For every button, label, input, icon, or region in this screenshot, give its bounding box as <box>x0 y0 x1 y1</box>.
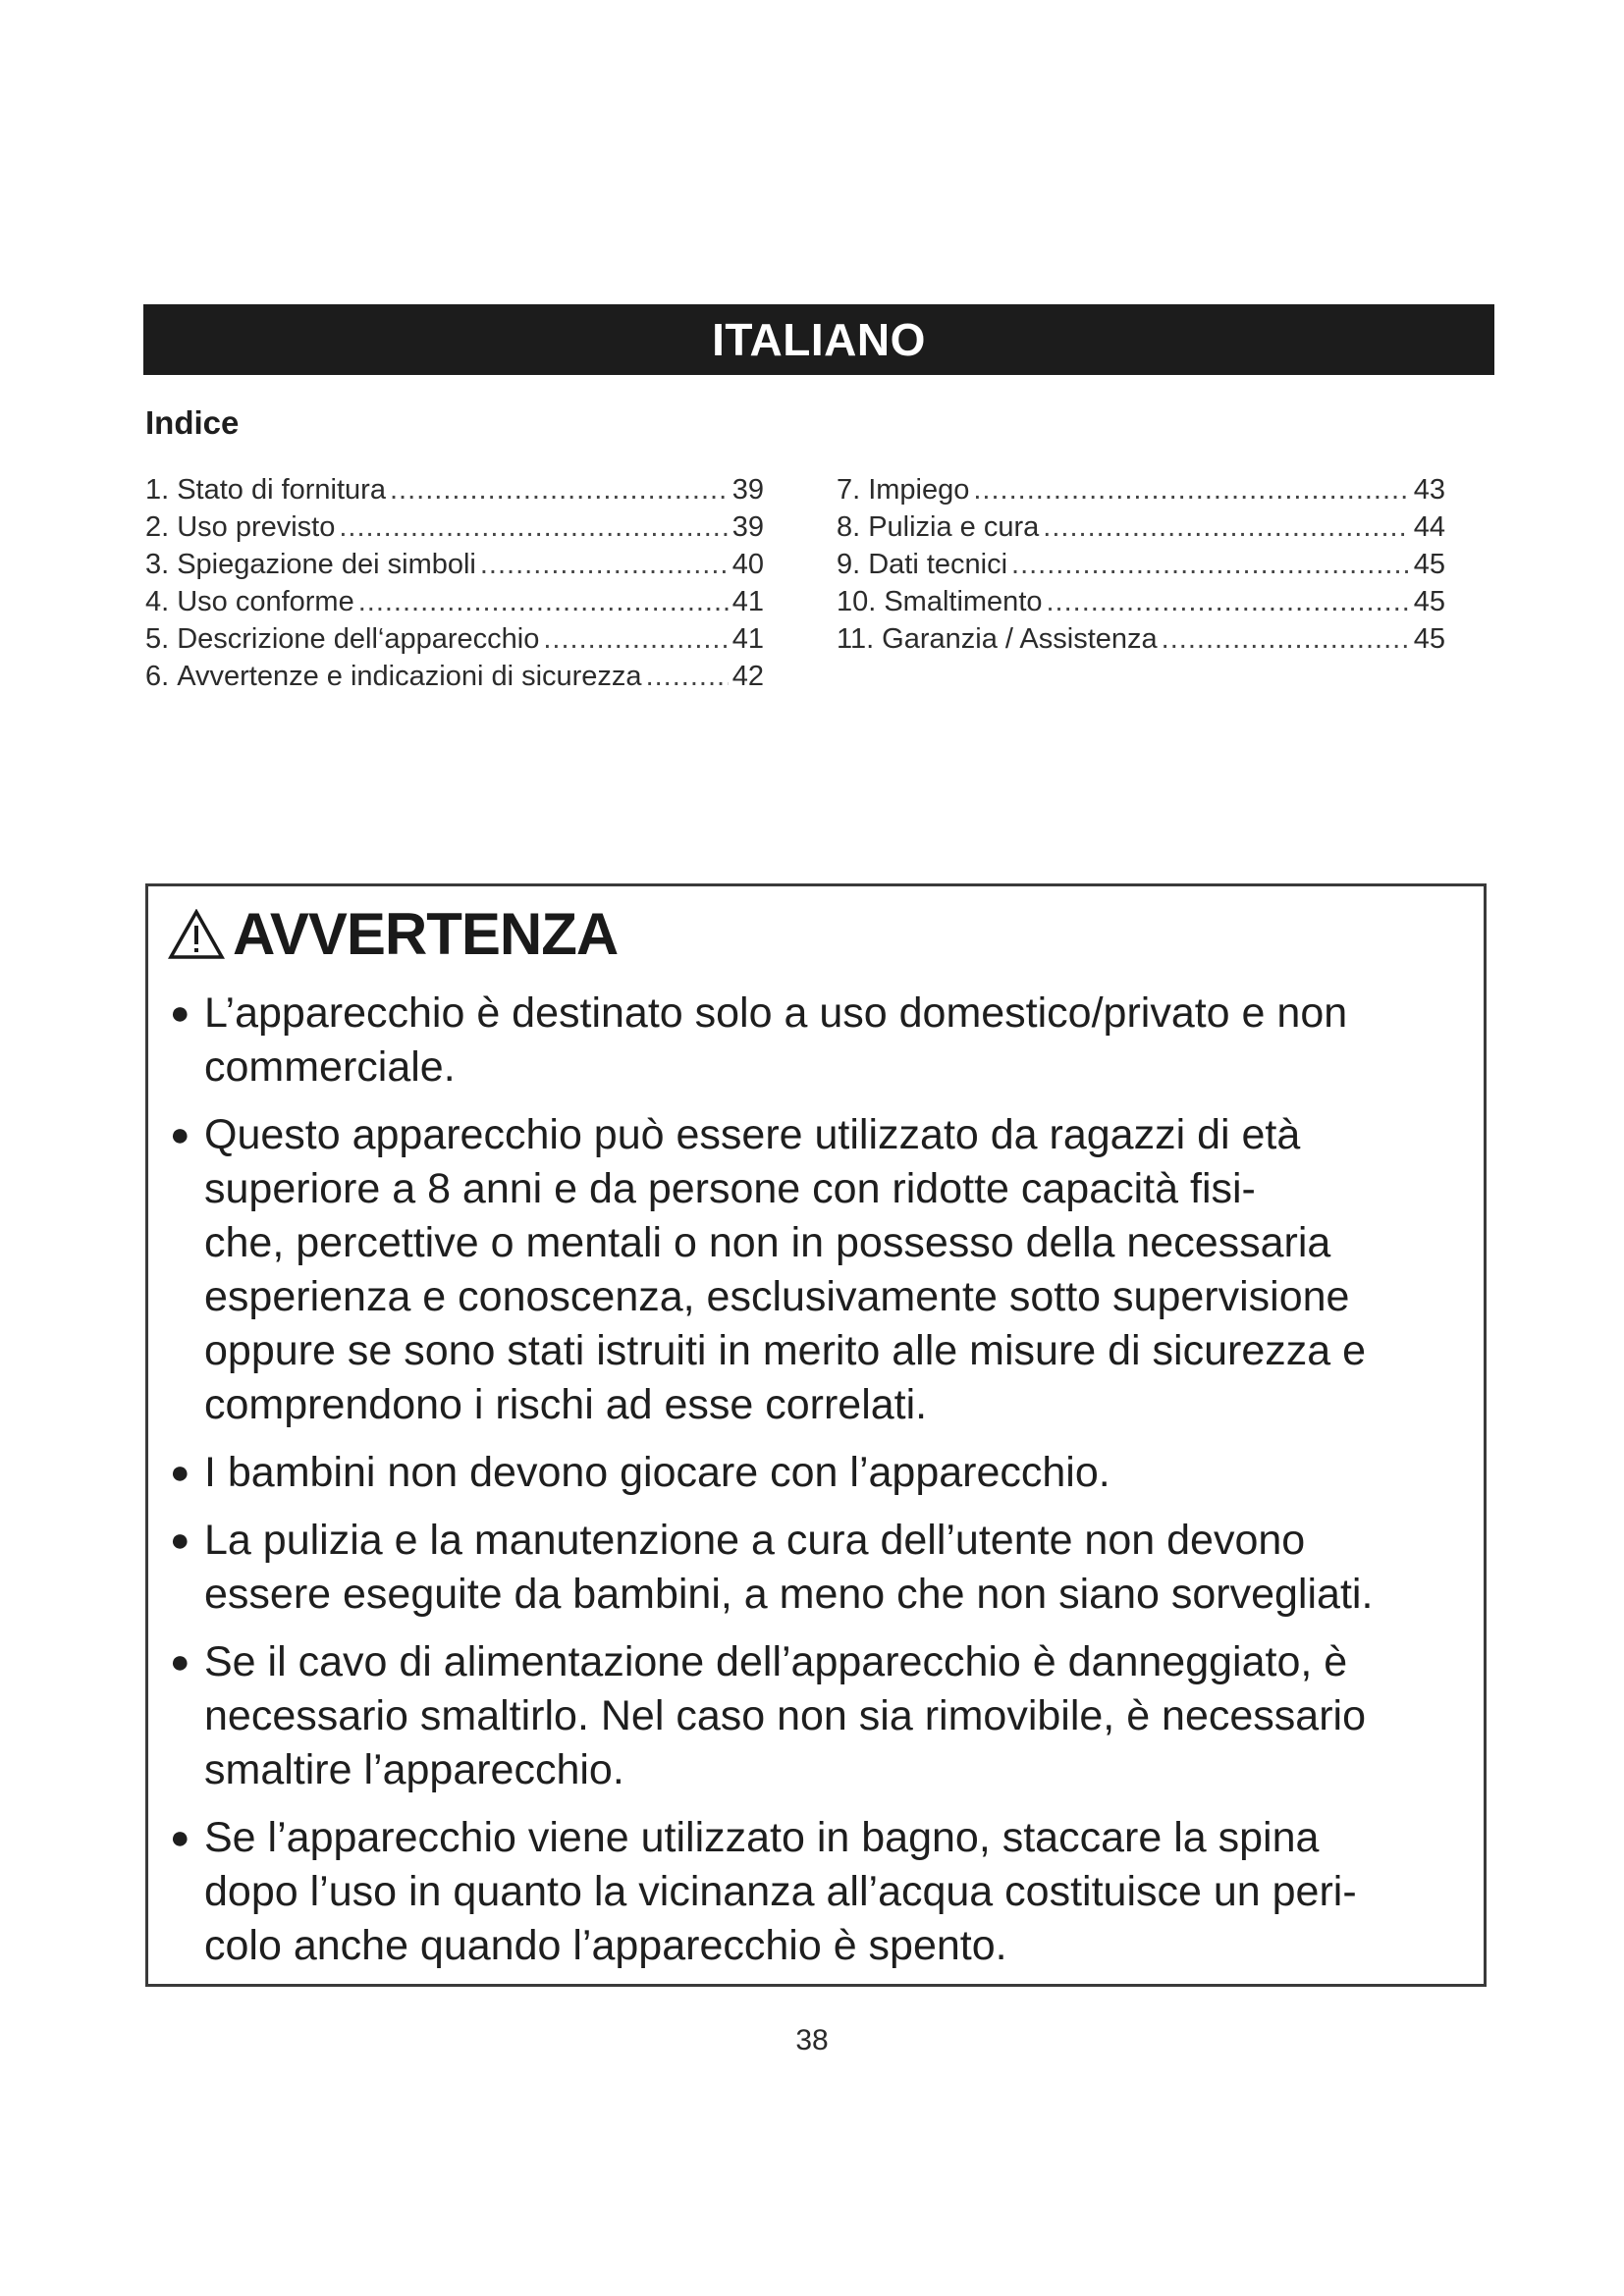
toc-entry[interactable] <box>145 623 764 661</box>
warning-item-text: La pulizia e la manutenzione a cura dell’utente non devono essere eseguite da bambini, a meno che non siano sorvegliati. <box>204 1517 1374 1618</box>
toc-number: 7. <box>837 474 861 506</box>
toc-page: 45 <box>1413 623 1445 655</box>
toc-title: Garanzia / Assistenza <box>882 623 1158 655</box>
bullet-icon: ● <box>170 1116 190 1153</box>
warning-item-text: Se l’apparecchio viene utilizzato in bagno, staccare la spina dopo l’uso in quanto la vicinanza all’acqua costituisce un peri- colo anche quando l’apparecchio è spento. <box>204 1814 1357 1969</box>
language-header <box>143 304 1494 375</box>
toc-number: 3. <box>145 549 170 580</box>
toc-page: 39 <box>731 474 764 506</box>
toc-leader <box>1011 549 1410 581</box>
toc-number: 5. <box>145 623 170 655</box>
toc-entry[interactable] <box>145 549 764 586</box>
toc-title: Descrizione dell‘apparecchio <box>177 623 540 655</box>
toc-entry[interactable] <box>837 549 1445 586</box>
toc-leader <box>1043 511 1409 544</box>
toc-page: 44 <box>1413 511 1445 543</box>
toc-page: 45 <box>1413 586 1445 617</box>
toc-title: Stato di fornitura <box>177 474 386 506</box>
warning-item <box>168 1635 1464 1797</box>
warning-item <box>168 1811 1464 1973</box>
toc-title: Uso conforme <box>177 586 354 617</box>
toc-title: Impiego <box>868 474 970 506</box>
warning-item <box>168 1446 1464 1500</box>
toc-entry[interactable] <box>145 511 764 549</box>
toc-leader <box>543 623 728 656</box>
warning-box <box>145 883 1487 1987</box>
toc-title: Dati tecnici <box>868 549 1008 580</box>
toc-page: 39 <box>731 511 764 543</box>
toc-page: 42 <box>731 661 764 692</box>
warning-item-text: Se il cavo di alimentazione dell’apparecchio è danneggiato, è necessario smaltirlo. Nel caso non sia rimovibile, è necessario smaltire l’apparecchio. <box>204 1638 1367 1793</box>
toc-number: 8. <box>837 511 861 543</box>
toc-page: 41 <box>731 586 764 617</box>
toc-leader <box>1162 623 1410 656</box>
warning-item <box>168 987 1464 1095</box>
page-number: 38 <box>795 2024 829 2056</box>
toc-entry[interactable] <box>145 474 764 511</box>
bullet-icon: ● <box>170 1643 190 1681</box>
toc-leader <box>390 474 729 507</box>
bullet-icon: ● <box>170 1522 190 1559</box>
warning-item <box>168 1108 1464 1432</box>
toc-left-column <box>145 474 764 698</box>
warning-item-text: I bambini non devono giocare con l’apparecchio. <box>204 1449 1110 1496</box>
toc-number: 1. <box>145 474 170 506</box>
toc-page: 40 <box>731 549 764 580</box>
warning-header <box>168 900 618 968</box>
toc-entry[interactable] <box>837 623 1445 661</box>
warning-item-text: Questo apparecchio può essere utilizzato da ragazzi di età superiore a 8 anni e da persone con ridotte capacità fisi- che, percettive o mentali o non in possesso della necessaria esperienza e conoscenza, esclusivamente sotto supervisione oppure se sono stati istruiti in merito alle misure di sicurezza e comprendono i rischi ad esse correlati. <box>204 1111 1367 1428</box>
toc-number: 2. <box>145 511 170 543</box>
toc-leader <box>339 511 728 544</box>
toc-right-column <box>837 474 1445 661</box>
warning-title: AVVERTENZA <box>233 901 619 967</box>
bullet-icon: ● <box>170 1819 190 1856</box>
toc-page: 41 <box>731 623 764 655</box>
language-title: ITALIANO <box>712 314 926 365</box>
bullet-icon: ● <box>170 1454 190 1491</box>
toc-number: 9. <box>837 549 861 580</box>
toc-leader <box>973 474 1409 507</box>
toc-entry[interactable] <box>145 586 764 623</box>
warning-item <box>168 1514 1464 1622</box>
toc-title: Uso previsto <box>177 511 336 543</box>
toc-entry[interactable] <box>837 586 1445 623</box>
toc-leader <box>646 661 729 693</box>
toc-title: Spiegazione dei simboli <box>177 549 476 580</box>
toc-entry[interactable] <box>837 474 1445 511</box>
toc-leader <box>1047 586 1410 618</box>
toc-number: 10. <box>837 586 877 617</box>
index-title: Indice <box>145 404 240 441</box>
toc-title: Avvertenze e indicazioni di sicurezza <box>177 661 642 692</box>
toc-leader <box>358 586 729 618</box>
toc-page: 45 <box>1413 549 1445 580</box>
toc-entry[interactable] <box>837 511 1445 549</box>
toc-page: 43 <box>1413 474 1445 506</box>
toc-title: Smaltimento <box>884 586 1043 617</box>
toc-entry[interactable] <box>145 661 764 698</box>
toc-number: 4. <box>145 586 170 617</box>
warning-triangle-icon <box>168 909 225 960</box>
toc-title: Pulizia e cura <box>868 511 1040 543</box>
warning-list <box>168 987 1464 1987</box>
bullet-icon: ● <box>170 994 190 1032</box>
toc-number: 6. <box>145 661 170 692</box>
toc-leader <box>480 549 729 581</box>
toc-number: 11. <box>837 623 875 655</box>
warning-item-text: L’apparecchio è destinato solo a uso domestico/privato e non commerciale. <box>204 989 1348 1091</box>
